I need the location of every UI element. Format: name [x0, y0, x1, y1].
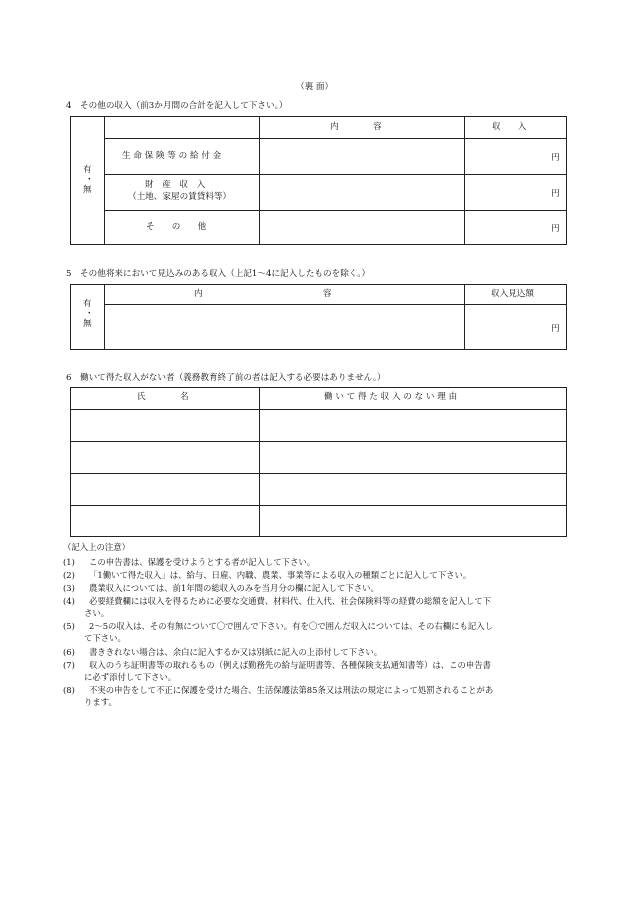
note-text: 必要経費欄には収入を得るために必要な交通費、材料代、仕入代、社会保険料等の経費の総額を記入して下	[89, 596, 491, 606]
section4-yen-3: 円	[551, 224, 560, 234]
section4-row-property-sub: （土地、家屋の賃貸料等）	[128, 192, 232, 202]
note-text: ります。	[84, 697, 117, 707]
section6-col-reason: 働 い て 得 た 収 入 の な い 理 由	[324, 392, 458, 402]
note-text: この申告書は、保護を受けようとする者が記入して下さい。	[89, 557, 316, 567]
section4-umu-yes: 有	[83, 165, 92, 175]
note-text: 「1働いて得た収入」は、給与、日雇、内職、農業、事業等による収入の種類ごとに記入して下さい。	[89, 570, 472, 580]
section5-col-content: 内 容	[194, 289, 332, 299]
section4-row-life-insurance: 生 命 保 険 等 の 給 付 金	[122, 151, 222, 161]
section4-col-content: 内 容	[330, 122, 382, 132]
section4-row-other: そ の 他	[146, 222, 207, 232]
note-text: て下さい。	[84, 633, 126, 643]
section4-row-property: 財 産 収 入	[145, 180, 206, 190]
section5-yen: 円	[551, 324, 560, 334]
notes-heading: （記入上の注意）	[63, 542, 130, 552]
section4-col-income: 収 入	[492, 122, 527, 132]
section4-umu-no: 無	[83, 185, 92, 195]
section6-title: 6 働いて得た収入がない者（義務教育終了前の者は記入する必要はありません。）	[66, 373, 386, 383]
note-number: (1)	[63, 557, 75, 567]
section4-yen-2: 円	[551, 189, 560, 199]
note-text: さい。	[84, 608, 110, 618]
note-number: (2)	[63, 570, 75, 580]
note-text: に必ず添付して下さい。	[84, 672, 177, 682]
section4-umu-dot: ・	[85, 175, 94, 185]
note-number: (5)	[63, 621, 75, 631]
section5-umu-yes: 有	[83, 299, 92, 309]
note-text: 不実の申告をして不正に保護を受けた場合、生活保護法第85条又は刑法の規定によって処罰されることがあ	[89, 685, 494, 695]
section5-col-income: 収入見込額	[491, 289, 534, 299]
section6-col-name: 氏 名	[137, 392, 189, 402]
section4-title: 4 その他の収入（前3か月間の合計を記入して下さい。）	[66, 101, 288, 111]
note-text: 収入のうち証明書等の取れるもの（例えば勤務先の給与証明書等、各種保険支払通知書等）は、この申告書	[89, 660, 491, 670]
note-text: 2〜5の収入は、その有無について〇で囲んで下さい。有を〇で囲んだ収入については、その右欄にも記入し	[89, 621, 493, 631]
note-number: (3)	[63, 583, 75, 593]
section5-title: 5 その他将来において見込みのある収入（上記1〜4に記入したものを除く。）	[66, 269, 371, 279]
note-number: (7)	[63, 660, 75, 670]
note-text: 書ききれない場合は、余白に記入するか又は別紙に記入の上添付して下さい。	[89, 647, 383, 657]
section5-umu-no: 無	[83, 319, 92, 329]
note-number: (8)	[63, 685, 75, 695]
note-number: (4)	[63, 596, 75, 606]
note-number: (6)	[63, 647, 75, 657]
section4-yen-1: 円	[551, 153, 560, 163]
note-text: 農業収入については、前1年間の総収入のみを当月分の欄に記入して下さい。	[89, 583, 379, 593]
page-header: （裏 面）	[296, 82, 334, 92]
section5-umu-dot: ・	[85, 309, 94, 319]
